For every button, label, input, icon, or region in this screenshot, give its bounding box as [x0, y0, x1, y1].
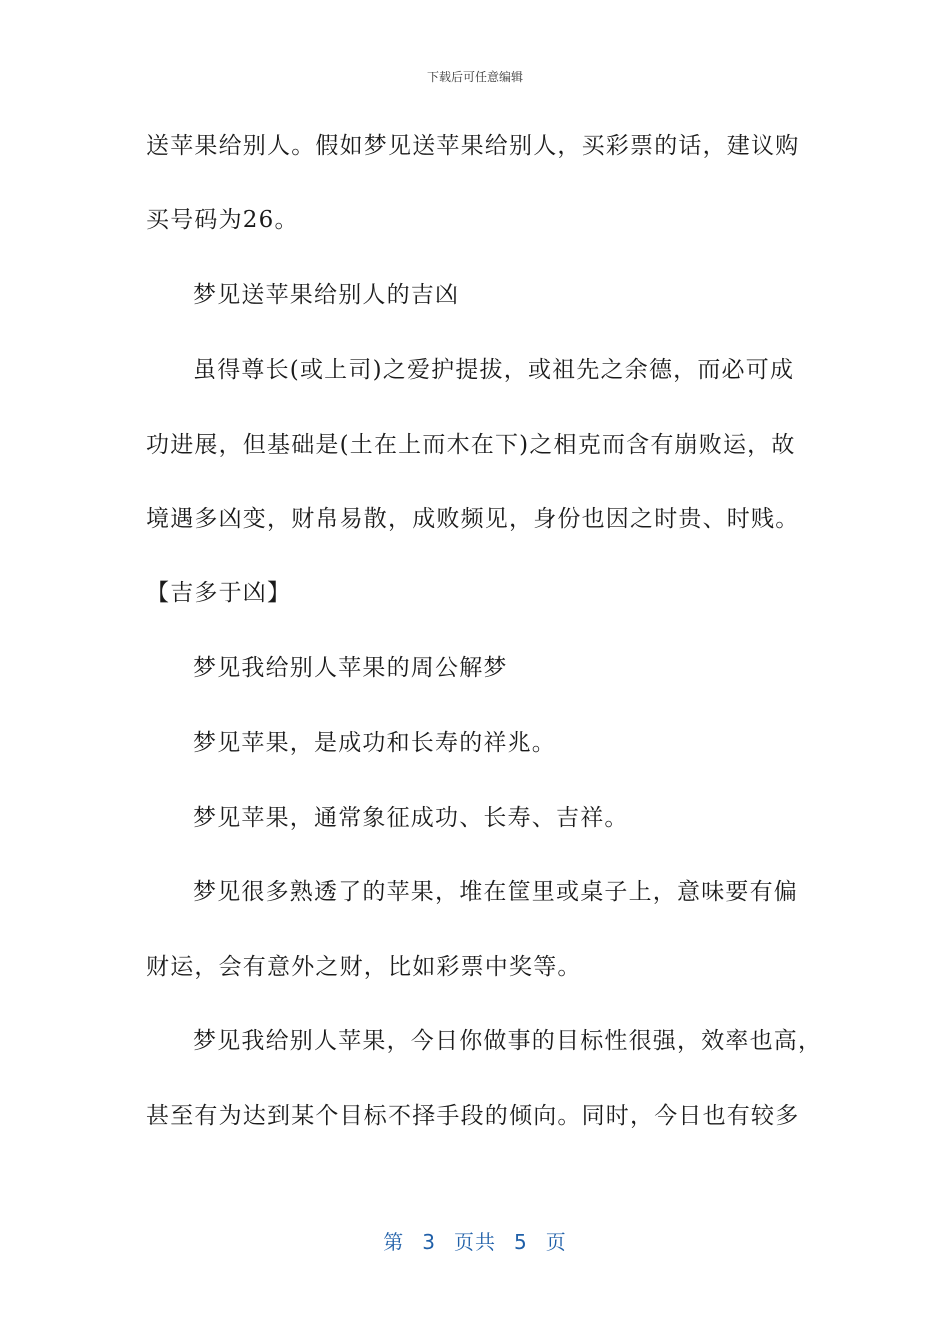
- current-page-number: 3: [422, 1230, 436, 1254]
- body-line: 功进展，但基础是(土在上而木在下)之相克而含有崩败运，故: [146, 432, 796, 458]
- body-line: 境遇多凶变，财帛易散，成败频见，身份也因之时贵、时贱。: [146, 506, 800, 532]
- body-line: 买号码为26。: [146, 207, 299, 233]
- footer-suffix: 页: [545, 1230, 567, 1254]
- body-line: 梦见很多熟透了的苹果，堆在筐里或桌子上，意味要有偏: [193, 879, 798, 905]
- body-line: 【吉多于凶】: [146, 580, 292, 606]
- body-line: 甚至有为达到某个目标不择手段的倾向。同时，今日也有较多: [146, 1103, 800, 1129]
- footer-middle: 页共: [454, 1230, 496, 1254]
- body-line: 虽得尊长(或上司)之爱护提拔，或祖先之余德，而必可成: [193, 357, 795, 383]
- page-header: 下载后可任意编辑: [426, 70, 523, 84]
- page-footer: [0, 1226, 950, 1255]
- footer-prefix: 第: [383, 1230, 405, 1254]
- body-line: 梦见苹果，通常象征成功、长寿、吉祥。: [193, 805, 629, 831]
- body-heading: 梦见我给别人苹果的周公解梦: [193, 655, 508, 681]
- body-line: 财运，会有意外之财，比如彩票中奖等。: [146, 954, 582, 980]
- total-page-count: 5: [514, 1230, 528, 1254]
- body-line: 梦见我给别人苹果，今日你做事的目标性很强，效率也高，: [193, 1028, 823, 1054]
- body-line: 送苹果给别人。假如梦见送苹果给别人，买彩票的话，建议购: [146, 133, 800, 159]
- body-heading: 梦见送苹果给别人的吉凶: [193, 282, 460, 308]
- body-line: 梦见苹果，是成功和长寿的祥兆。: [193, 730, 556, 756]
